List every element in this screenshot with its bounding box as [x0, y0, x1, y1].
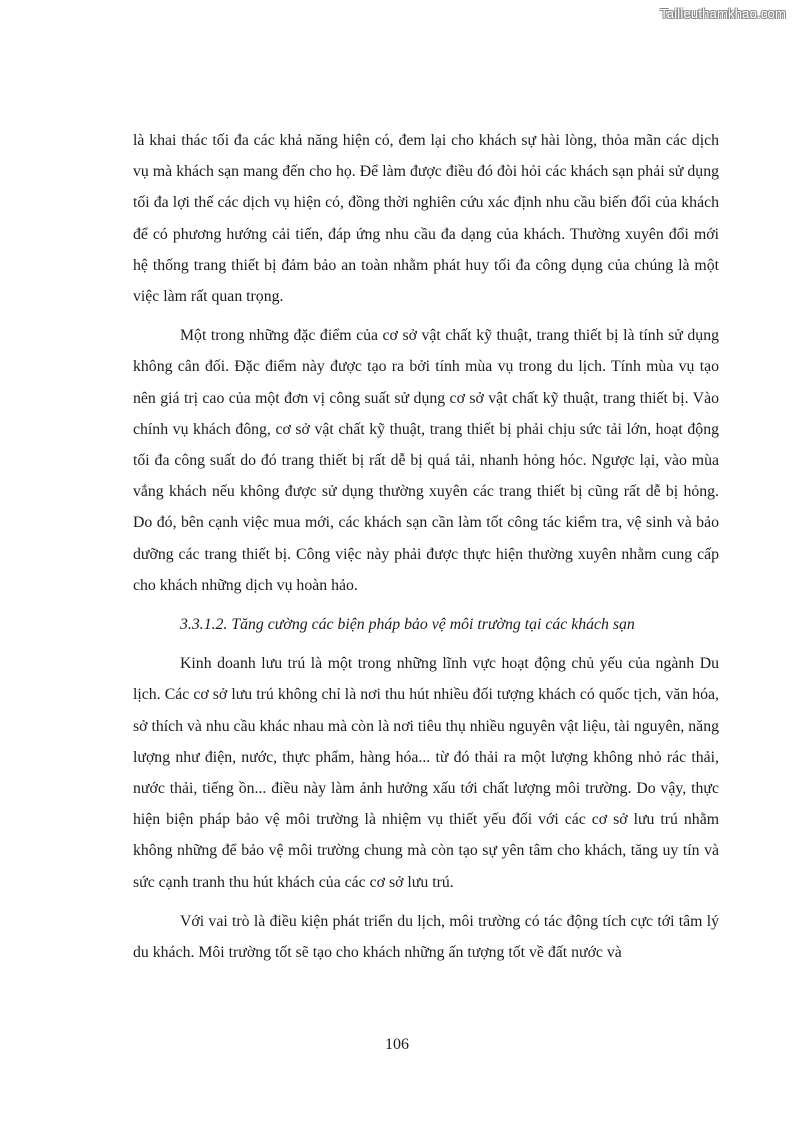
- page-body: [133, 125, 719, 976]
- paragraph-accommodation-business: Kinh doanh lưu trú là một trong những lĩnh vực hoạt động chủ yếu của ngành Du lịch. Các cơ sở lưu trú không chỉ là nơi thu hút nhiều đối tượng khách có quốc tịch, văn hóa, sở thích và nhu cầu khác nhau mà còn là nơi tiêu thụ nhiều nguyên vật liệu, tài nguyên, năng lượng như điện, nước, thực phẩm, hàng hóa... từ đó thải ra một lượng không nhỏ rác thải, nước thải, tiếng ồn... điều này làm ảnh hưởng xấu tới chất lượng môi trường. Do vậy, thực hiện biện pháp bảo vệ môi trường là nhiệm vụ thiết yếu đối với các cơ sở lưu trú nhằm không những để bảo vệ môi trường chung mà còn tạo sự yên tâm cho khách, tăng uy tín và sức cạnh tranh thu hút khách của các cơ sở lưu trú.: [133, 655, 719, 891]
- section-heading: 3.3.1.2. Tăng cường các biện pháp bảo vệ môi trường tại các khách sạn: [180, 616, 635, 634]
- page-number: 106: [385, 1036, 409, 1053]
- paragraph-environment-role: Với vai trò là điều kiện phát triển du lịch, môi trường có tác động tích cực tới tâm lý du khách. Môi trường tốt sẽ tạo cho khách những ấn tượng tốt về đất nước và: [133, 912, 719, 962]
- paragraph-equipment-usage: Một trong những đặc điểm của cơ sở vật chất kỹ thuật, trang thiết bị là tính sử dụng không cân đối. Đặc điểm này được tạo ra bởi tính mùa vụ trong du lịch. Tính mùa vụ tạo nên giá trị cao của một đơn vị công suất sử dụng cơ sở vật chất kỹ thuật, trang thiết bị. Vào chính vụ khách đông, cơ sở vật chất kỹ thuật, trang thiết bị phải chịu sức tải lớn, hoạt động tối đa công suất do đó trang thiết bị rất dễ bị quá tải, nhanh hỏng hóc. Ngược lại, vào mùa vắng khách nếu không được sử dụng thường xuyên các trang thiết bị cũng rất dễ bị hỏng. Do đó, bên cạnh việc mua mới, các khách sạn cần làm tốt công tác kiểm tra, vệ sinh và bảo dưỡng các trang thiết bị. Công việc này phải được thực hiện thường xuyên nhằm cung cấp cho khách những dịch vụ hoàn hảo.: [133, 327, 719, 594]
- watermark: Tailieuthamkhao.com: [660, 6, 786, 21]
- paragraph-continuation: là khai thác tối đa các khả năng hiện có, đem lại cho khách sự hài lòng, thỏa mãn các dịch vụ mà khách sạn mang đến cho họ. Để làm được điều đó đòi hỏi các khách sạn phải sử dụng tối đa lợi thế các dịch vụ hiện có, đồng thời nghiên cứu xác định nhu cầu biến đổi của khách để có phương hướng cải tiến, đáp ứng nhu cầu đa dạng của khách. Thường xuyên đổi mới hệ thống trang thiết bị đảm bảo an toàn nhằm phát huy tối đa công dụng của chúng là một việc làm rất quan trọng.: [133, 132, 719, 306]
